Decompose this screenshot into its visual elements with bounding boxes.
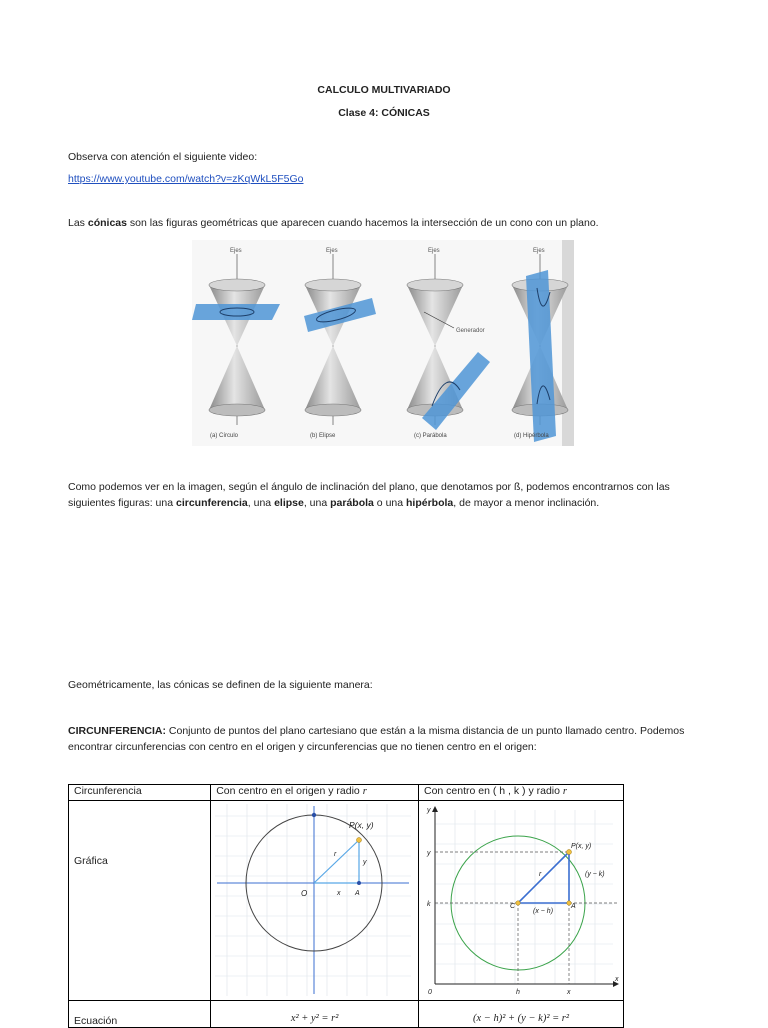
- origin-label: O: [301, 889, 308, 898]
- caption-hyperbola: (d) Hipérbola: [514, 433, 549, 439]
- conic-sections-figure: [192, 240, 574, 446]
- x-axis-label: x: [615, 976, 619, 983]
- caption-parabola: (c) Parábola: [414, 433, 447, 439]
- point-p-label: P(x, y): [349, 820, 374, 830]
- x-tick-label: x: [567, 989, 571, 996]
- xh-label: (x − h): [533, 908, 554, 915]
- axis-label-c: Ejes: [428, 248, 440, 254]
- table-header-origin: Con centro en el origen y radio r: [211, 785, 419, 801]
- axis-label-b: Ejes: [326, 248, 338, 254]
- y-tick-label: y: [427, 850, 431, 857]
- generator-label: Generador: [456, 328, 485, 334]
- yk-label: (y − k): [585, 871, 605, 878]
- k-tick-label: k: [427, 901, 431, 908]
- center-c-label: C: [510, 903, 516, 910]
- x-label: x: [337, 890, 341, 897]
- table-row-label-graph: Gráfica: [69, 801, 211, 1001]
- angle-paragraph: Como podemos ver en la imagen, según el ángulo de inclinación del plano, que denotamos por ß, podemos encontrarnos con las siguientes figuras: una circunferencia, una elipse, una parábola o una hipérbola, de mayor a menor inclinación.: [68, 481, 670, 509]
- graph-center-cell: [419, 801, 624, 1001]
- circumference-definition: CIRCUNFERENCIA: Conjunto de puntos del plano cartesiano que están a la misma distancia de un punto llamado centro. Podemos encontrar circunferencias con centro en el origen y circunferencias que no tienen centro en el origen:: [68, 725, 685, 753]
- y-label: y: [363, 859, 367, 866]
- axis-label-d: Ejes: [533, 248, 545, 254]
- caption-ellipse: (b) Elipse: [310, 433, 336, 439]
- axis-label-a: Ejes: [230, 248, 242, 254]
- caption-circle: (a) Círculo: [210, 433, 239, 439]
- point-a-label-2: A: [571, 903, 576, 910]
- circle-origin-graph: [215, 804, 411, 996]
- equation-origin: x² + y² = r²: [211, 1001, 419, 1028]
- graph-origin-cell: [211, 801, 419, 1001]
- circle-center-graph: [423, 804, 623, 996]
- circumference-table: [68, 784, 624, 1028]
- table-header-center: Con centro en ( h , k ) y radio r: [419, 785, 624, 801]
- point-p-label-2: P(x, y): [571, 843, 592, 850]
- equation-center: (x − h)² + (y − k)² = r²: [419, 1001, 624, 1028]
- video-link[interactable]: https://www.youtube.com/watch?v=zKqWkL5F5Go: [68, 173, 304, 185]
- geometric-intro: Geométricamente, las cónicas se definen de la siguiente manera:: [68, 679, 373, 691]
- conics-definition: Las cónicas son las figuras geométricas que aparecen cuando hacemos la intersección de un cono con un plano.: [68, 217, 599, 229]
- y-axis-label: y: [427, 807, 431, 814]
- table-row-label-equation: Ecuación: [69, 1001, 211, 1028]
- point-a-label: A: [355, 890, 360, 897]
- watch-instruction: Observa con atención el siguiente video:: [68, 151, 258, 163]
- h-tick-label: h: [516, 989, 520, 996]
- radius-label: r: [334, 851, 337, 858]
- document-title: CALCULO MULTIVARIADO: [317, 84, 451, 96]
- origin-tick-label: 0: [428, 989, 432, 996]
- table-header-circumference: Circunferencia: [69, 785, 211, 801]
- radius-label-2: r: [539, 871, 542, 878]
- document-subtitle: Clase 4: CÓNICAS: [338, 107, 430, 119]
